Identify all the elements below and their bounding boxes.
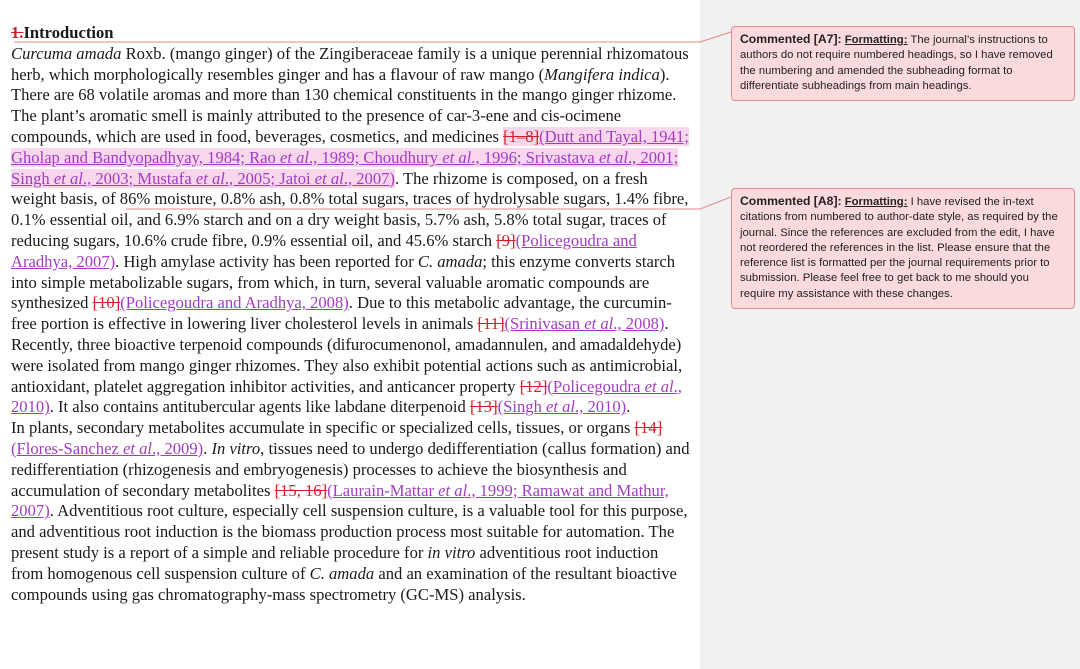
body-text: . Due to this metabolic advantage, the curcumin-free portion is effective in lowering liver cholesterol levels in animals xyxy=(11,293,672,334)
inserted-citation: ., 2010) xyxy=(11,376,682,417)
body-text: adventitious root induction from homogenous cell suspension culture of xyxy=(11,542,659,583)
paragraph-2[interactable] xyxy=(11,418,694,605)
inserted-citation-etal: et al xyxy=(53,168,83,188)
deleted-heading-number: 1. xyxy=(11,23,24,42)
deleted-citation: [12] xyxy=(519,376,548,396)
inserted-citation-etal: et al xyxy=(442,147,472,167)
body-text: . Adventitious root culture, especially cell suspension culture, is a valuable tool for this purpose, and adventitious root induction is the biomass production process most suitable for automation. The present study is a report of a simple and reliable procedure for xyxy=(11,501,688,562)
inserted-citation: ., 2010) xyxy=(575,397,627,417)
species-name: C. amada xyxy=(309,563,375,583)
inserted-citation: ., 2007) xyxy=(343,168,395,188)
inserted-citation-etal: et al xyxy=(546,397,576,417)
deleted-citation: [1–8] xyxy=(503,126,540,146)
comment-label: Formatting: xyxy=(844,34,908,46)
body-text: . High amylase activity has been reported for xyxy=(115,251,418,271)
species-name: C. amada xyxy=(417,251,483,271)
body-text: In plants, secondary metabolites accumulate in specific or specialized cells, tissues, or organs xyxy=(11,418,635,438)
body-text: and an examination of the resultant bioactive compounds using gas chromatography-mass spectrometry (GC-MS) analysis. xyxy=(11,563,677,604)
deleted-citation: [15, 16] xyxy=(274,480,328,500)
species-name: Mangifera indica xyxy=(544,64,660,84)
inserted-citation-etal: et al xyxy=(598,147,628,167)
body-text: Roxb. (mango ginger) of the Zingiberaceae family is a unique perennial rhizomatous herb, which morphologically resembles ginger and has a flavour of raw mango ( xyxy=(11,43,689,84)
inserted-citation-etal: et al xyxy=(122,438,152,458)
inserted-citation: ., 2005; Jatoi xyxy=(224,168,315,188)
comment-balloon-a7[interactable] xyxy=(731,26,1075,101)
inserted-citation-etal: et al xyxy=(279,147,310,167)
body-text: ; this enzyme converts starch into simple metabolizable sugars, from which, in turn, several valuable aromatic compounds are synthesized xyxy=(11,251,676,313)
inserted-citation-etal: et al xyxy=(644,376,674,396)
inserted-citation-etal: et al xyxy=(438,480,468,500)
section-heading[interactable] xyxy=(11,23,694,44)
inserted-citation: (Singh xyxy=(497,397,547,417)
comment-author: Commented [A8]: xyxy=(740,194,842,208)
heading-text: Introduction xyxy=(23,23,114,42)
species-name: Curcuma amada xyxy=(11,43,122,63)
deleted-citation: [9] xyxy=(496,230,516,250)
body-text: . It also contains antitubercular agents like labdane diterpenoid xyxy=(49,397,470,417)
deleted-citation: [11] xyxy=(477,314,505,334)
body-text: . The rhizome is composed, on a fresh weight basis, of 86% moisture, 0.8% ash, 0.8% total sugars, traces of hydrolysable sugars, 1.4% fibre, 0.1% essential oil, and 6.9% starch and on a dry weight basis, 5.7% ash, 5.8% total sugar, traces of reducing sugars, 10.6% crude fibre, 0.9% essential oil, and 45.6% starch xyxy=(11,168,689,250)
inserted-citation: ., 2003; Mustafa xyxy=(82,168,196,188)
body-text: . Recently, three bioactive terpenoid compounds (difurocumenonol, amadannulen, and amadaldehyde) were isolated from mango ginger rhizomes. They also exhibit potential actions such as antimicrobial, antioxidant, platelet aggregation inhibitor activities, and anticancer property xyxy=(11,314,683,396)
inserted-citation-etal: et al xyxy=(195,168,225,188)
inserted-citation: (Laurain-Mattar xyxy=(327,480,439,500)
comment-label: Formatting: xyxy=(844,196,908,208)
inserted-citation: (Policegoudra and Aradhya, 2008) xyxy=(120,293,349,313)
deleted-citation: [13] xyxy=(469,397,498,417)
inserted-citation: ., 2001; Singh xyxy=(11,147,679,188)
deleted-citation: [10] xyxy=(92,293,121,313)
paragraph-1[interactable] xyxy=(11,44,694,418)
inserted-citation: (Policegoudra xyxy=(547,376,645,396)
deleted-citation: [14] xyxy=(634,418,663,438)
comment-balloon-a8[interactable] xyxy=(731,188,1075,309)
inserted-citation: ., 2009) xyxy=(152,438,204,458)
body-text: , tissues need to undergo dedifferentiation (callus formation) and redifferentiation (rhizogenesis and embryogenesis) processes to achieve the biosynthesis and accumulation of secondary metabolites xyxy=(11,438,690,500)
inserted-citation: (Dutt and Tayal, 1941; Gholap and Bandyopadhyay, 1984; Rao xyxy=(11,126,689,167)
body-text: ). There are 68 volatile aromas and more than 130 chemical constituents in the mango ginger rhizome. The plant’s aromatic smell is mainly attributed to the presence of car-3-ene and cis-ocimene compounds, which are used in food, beverages, cosmetics, and medicines xyxy=(11,64,677,146)
italic-term: in vitro xyxy=(427,542,476,562)
document-body[interactable] xyxy=(11,23,694,605)
body-text: . xyxy=(203,438,212,458)
inserted-citation: (Flores-Sanchez xyxy=(11,438,123,458)
inserted-citation: ., 1999; Ramawat and Mathur, 2007) xyxy=(11,480,669,521)
body-text: . xyxy=(626,397,631,417)
italic-term: In vitro xyxy=(211,438,261,458)
inserted-citation: ., 2008) xyxy=(613,314,665,334)
comment-text: The journal’s instructions to authors do not require numbered headings, so I have removed the numbering and amended the subheading format to differentiate subheadings from main headings. xyxy=(740,34,1053,92)
inserted-citation: (Policegoudra and Aradhya, 2007) xyxy=(11,230,637,271)
inserted-citation: ., 1996; Srivastava xyxy=(471,147,599,167)
comment-text: I have revised the in-text citations from numbered to author-date style, as required by the journal. Since the references are excluded from the edit, I have not reordered the references in the list. Please ensure that the reference list is formatted per the journal requirements prior to submission. Please feel free to get back to me should you require my assistance with these changes. xyxy=(740,196,1058,300)
comment-author: Commented [A7]: xyxy=(740,32,842,46)
inserted-citation-etal: et al xyxy=(584,314,614,334)
inserted-citation: ., 1989; Choudhury xyxy=(309,147,443,167)
inserted-citation: (Srinivasan xyxy=(504,314,585,334)
inserted-citation-etal: et al xyxy=(314,168,344,188)
